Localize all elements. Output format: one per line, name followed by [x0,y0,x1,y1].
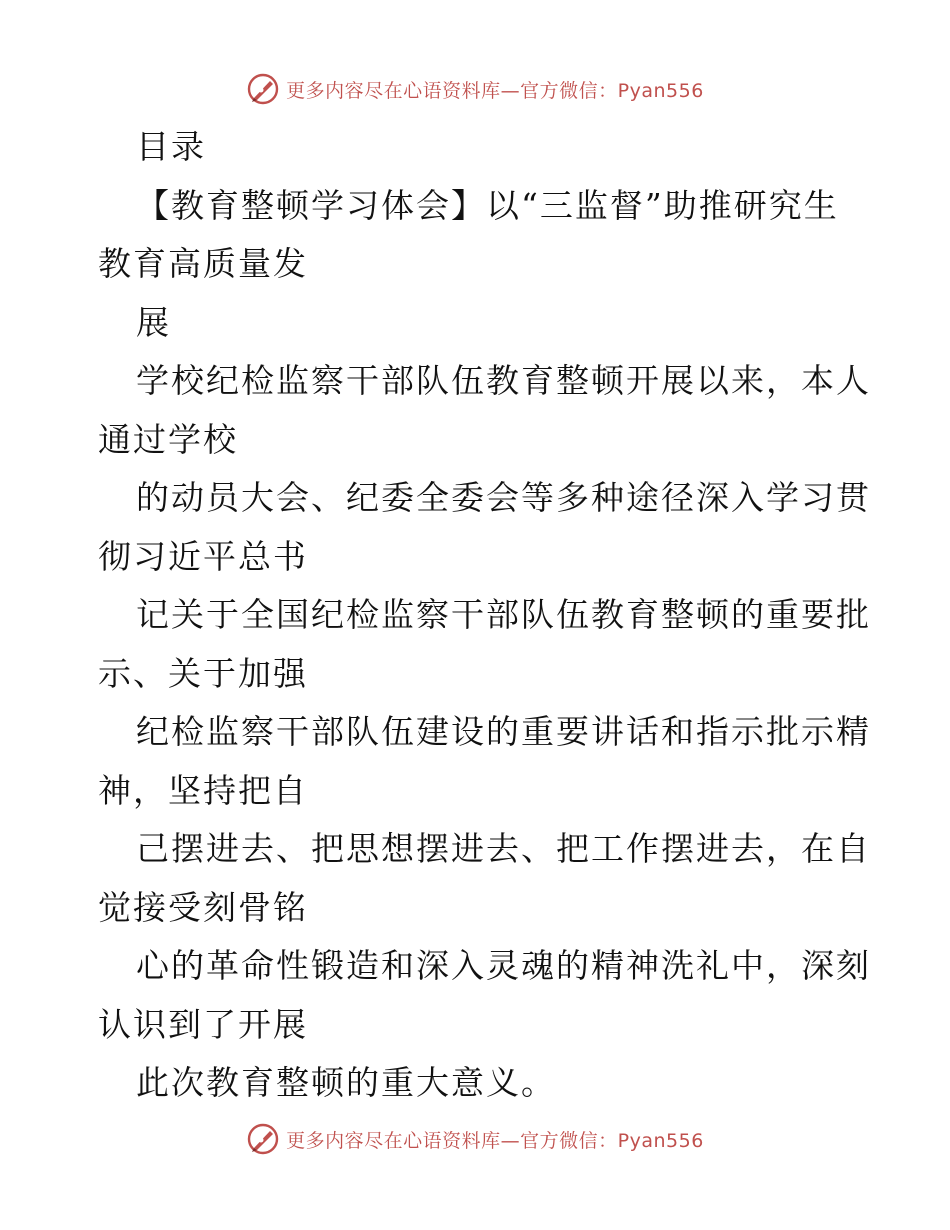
footer-banner [0,1122,950,1156]
header-banner [0,72,950,106]
text-line: 展 [136,302,171,342]
text-line: 觉接受刻骨铭 [98,887,308,927]
text-line: 认识到了开展 [98,1004,308,1044]
text-line: 通过学校 [98,419,238,459]
text-line: 目录 [136,127,206,166]
text-line: 教育高质量发 [98,244,308,283]
text-line: 的动员大会、纪委全委会等多种途径深入学习贯 [136,478,871,517]
text-line: 己摆进去、把思想摆进去、把工作摆进去，在自 [136,829,871,868]
text-line: 心的革命性锻造和深入灵魂的精神洗礼中，深刻 [136,946,871,985]
text-line: 学校纪检监察干部队伍教育整顿开展以来，本人 [136,361,871,400]
text-line: 此次教育整顿的重大意义。 [136,1063,556,1102]
document-body [98,118,871,1113]
text-line: 纪检监察干部队伍建设的重要讲话和指示批示精 [136,712,871,751]
banner-text: 更多内容尽在心语资料库—官方微信：Pyan556 [286,1129,704,1152]
text-line: 彻习近平总书 [98,536,308,576]
text-line: 示、关于加强 [98,653,308,693]
quill-pen-logo-icon [246,1122,280,1156]
text-line: 【教育整顿学习体会】以“三监督”助推研究生 [136,185,839,225]
quill-pen-logo-icon [246,72,280,106]
text-line: 神，坚持把自 [98,770,308,810]
banner-text: 更多内容尽在心语资料库—官方微信：Pyan556 [286,79,704,102]
text-line: 记关于全国纪检监察干部队伍教育整顿的重要批 [136,595,871,634]
